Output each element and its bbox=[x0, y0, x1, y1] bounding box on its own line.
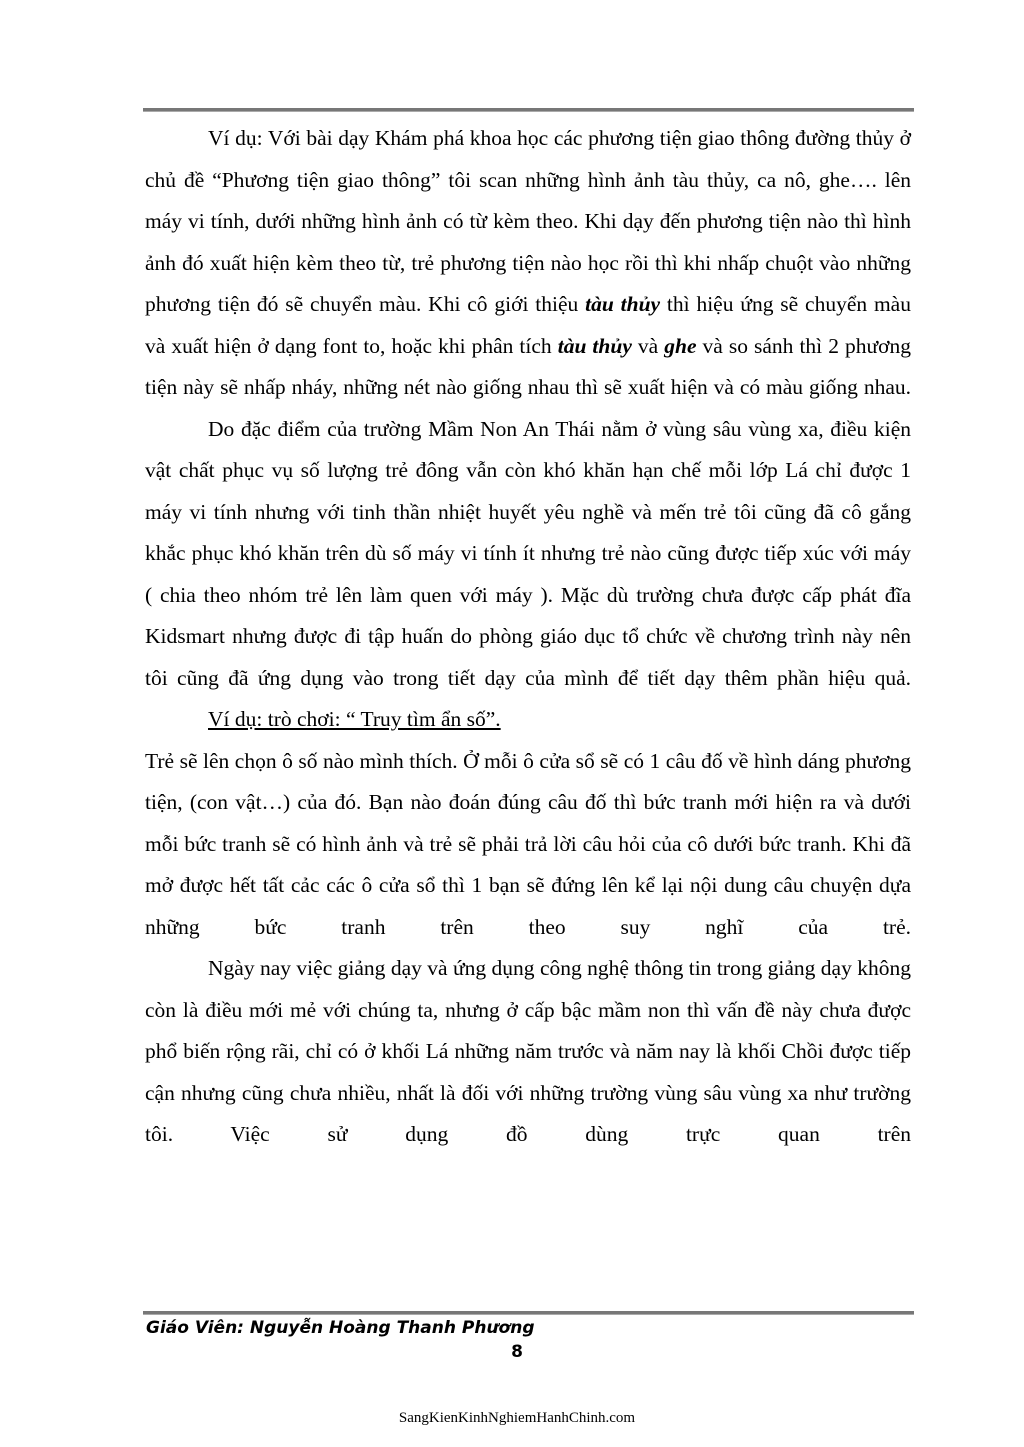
emphasis-tau-thuy: tàu thủy bbox=[585, 292, 661, 316]
paragraph-school-conditions: Do đặc điểm của trường Mầm Non An Thái nằm ở vùng sâu vùng xa, điều kiện vật chất phục vụ số lượng trẻ đông vẫn còn khó khăn hạn chế mỗi lớp Lá chỉ được 1 máy vi tính nhưng với tinh thần nhiệt huyết yêu nghề và mến trẻ tôi cũng đã cô gắng khắc phục khó khăn trên dù số máy vi tính ít nhưng trẻ nào cũng được tiếp xúc với máy ( chia theo nhóm trẻ lên làm quen với máy ). Mặc dù trường chưa được cấp phát đĩa Kidsmart nhưng được đi tập huấn do phòng giáo dục tổ chức về chương trình này nên tôi cũng đã ứng dụng vào trong tiết dạy của mình để tiết dạy thêm phần hiệu quả. bbox=[145, 416, 911, 690]
paragraph-game-description: Trẻ sẽ lên chọn ô số nào mình thích. Ở mỗi ô cửa sổ sẽ có 1 câu đố về hình dáng phương tiện, (con vật…) của đó. Bạn nào đoán đúng câu đố thì bức tranh mới hiện ra và dưới mỗi bức tranh sẽ có hình ảnh và trẻ sẽ phải trả lời câu hỏi của cô dưới bức tranh. Khi đã mở được hết tất cảc các ô cửa sổ thì 1 bạn sẽ đứng lên kể lại nội dung câu chuyện dựa những bức tranh trên theo suy nghĩ của trẻ. bbox=[145, 748, 911, 939]
game-example-heading: Ví dụ: trò chơi: “ Truy tìm ẩn số”. bbox=[208, 707, 501, 731]
emphasis-ghe: ghe bbox=[664, 333, 697, 358]
footer-teacher-name: Giáo Viên: Nguyễn Hoàng Thanh Phương bbox=[146, 1318, 535, 1338]
paragraph-game-example bbox=[145, 699, 911, 741]
page-number: 8 bbox=[511, 1342, 523, 1362]
text-run: thì hiệu ứng sẽ chuyển màu và xuất hiện ở dạng font to, hoặc khi phân tích bbox=[145, 292, 911, 358]
footer-rule bbox=[143, 1311, 914, 1314]
paragraph-technology-today: Ngày nay việc giảng dạy và ứng dụng công nghệ thông tin trong giảng dạy không còn là điều mới mẻ với chúng ta, nhưng ở cấp bậc mầm non thì vấn đề này chưa được phổ biến rộng rãi, chỉ có ở khối Lá những năm trước và năm nay là khối Chồi được tiếp cận nhưng cũng chưa nhiều, nhất là đối với những trường vùng sâu vùng xa như trường tôi. Việc sử dụng đồ dùng trực quan trên bbox=[145, 956, 911, 1146]
text-run: Ví dụ: Với bài dạy Khám phá khoa học các phương tiện giao thông đường thủy ở chủ đề “Phương tiện giao thông” tôi scan những hình ảnh tàu thủy, ca nô, ghe…. lên máy vi tính, dưới những hình ảnh có từ kèm theo. Khi dạy đến phương tiện nào thì hình ảnh đó xuất hiện kèm theo từ, trẻ phương tiện nào học rồi thì khi nhấp chuột vào những phương tiện đó sẽ chuyển màu. Khi cô giới thiệu bbox=[145, 126, 911, 316]
paragraph-example-boats bbox=[145, 118, 911, 409]
header-rule bbox=[143, 108, 914, 111]
text-run: và so sánh thì 2 phương tiện này sẽ nhấp nháy, những nét nào giống nhau thì sẽ xuất hiện và có màu giống nhau. bbox=[145, 333, 912, 399]
text-run: và bbox=[631, 333, 665, 358]
site-watermark: SangKienKinhNghiemHanhChinh.com bbox=[398, 1410, 636, 1426]
emphasis-tau-thuy: tàu thủy bbox=[557, 333, 632, 358]
document-body bbox=[145, 118, 911, 1156]
